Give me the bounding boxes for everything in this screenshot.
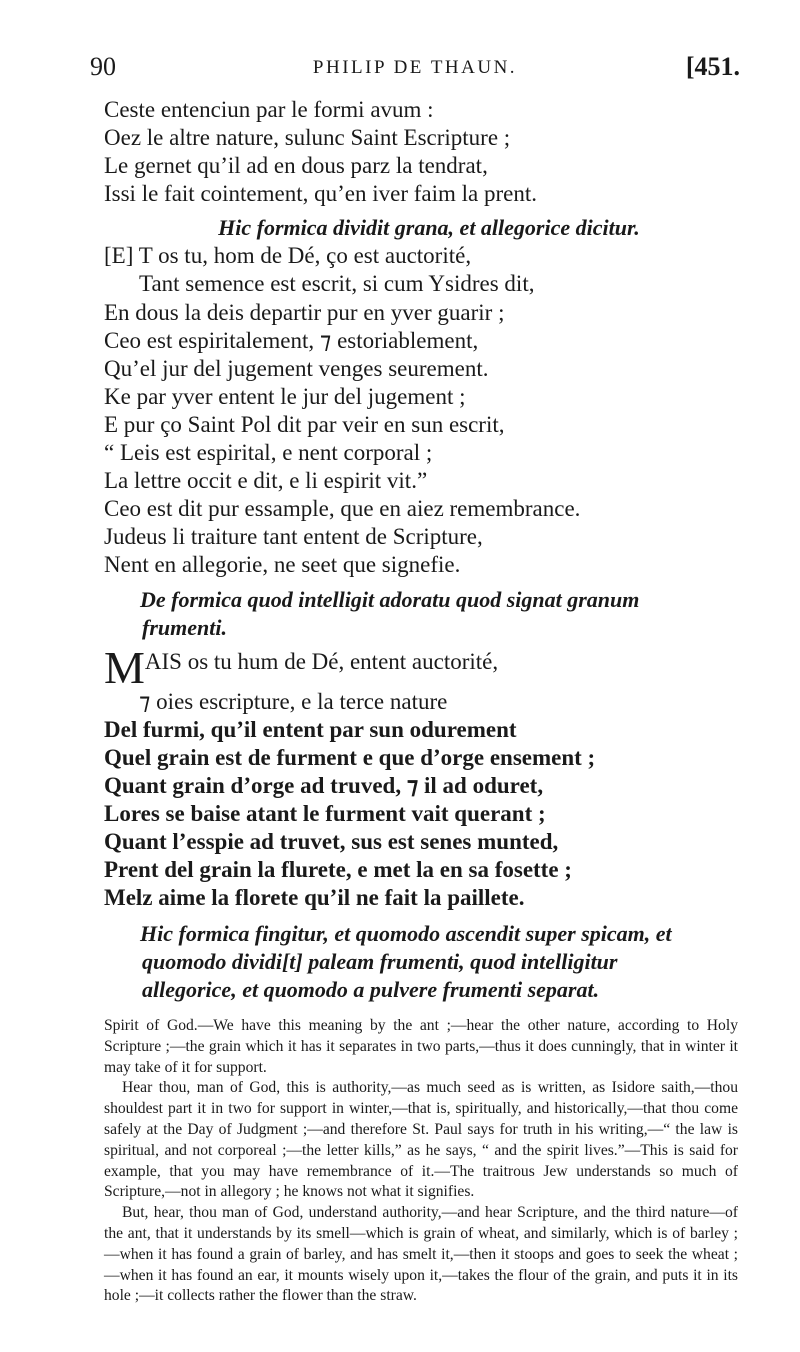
rubric-latin: De formica quod intelligit adoratu quod signat granum — [140, 586, 640, 612]
translation-paragraph: Spirit of God.—We have this meaning by the ant ;—hear the other nature, according to Holy Scripture ;—the grain which it has it separates in two parts,—thus it does cunningly, that in winter it may take of it for support. — [104, 1017, 738, 1076]
stanza-2 — [104, 242, 754, 579]
verse-line: Qu’el jur del jugement venges seurement. — [104, 355, 489, 381]
rubric-latin: quomodo dividi[t] paleam frumenti, quod intelligitur — [142, 949, 618, 975]
section-number: [451. — [685, 52, 740, 81]
rubric-latin: frumenti. — [142, 614, 227, 640]
verse-line: Lores se baise atant le furment vait querant ; — [104, 800, 546, 826]
verse-line-text: AIS os tu hum de Dé, entent auctorité, — [144, 648, 499, 674]
verse-line: Melz aime la florete qu’il ne fait la paillete. — [104, 885, 525, 911]
verse-line: Prent del grain la flurete, e met la en sa fosette ; — [104, 857, 572, 883]
verse-line: En dous la deis departir pur en yver guarir ; — [104, 299, 505, 325]
verse-line-first — [104, 242, 754, 270]
verse-line: Quant grain d’orge ad truved, ⁊ il ad oduret, — [104, 772, 544, 798]
verse-line: Quel grain est de furment e que d’orge ensement ; — [104, 744, 596, 770]
verse-line: “ Leis est espirital, e nent corporal ; — [104, 440, 433, 466]
verse-line: Ceo est dit pur essample, que en aiez remembrance. — [104, 496, 581, 522]
stanza-1 — [104, 96, 754, 208]
verse-line: Ceste entenciun par le formi avum : — [104, 97, 434, 122]
verse-line: E pur ço Saint Pol dit par veir en sun escrit, — [104, 411, 505, 437]
page-number: 90 — [90, 52, 116, 81]
verse-line: Judeus li traiture tant entent de Scripture, — [104, 524, 483, 550]
running-title: PHILIP DE THAUN. — [312, 57, 518, 78]
verse-line: ⁊ oies escripture, e la terce nature — [139, 688, 448, 714]
translation-paragraph: But, hear, thou man of God, understand authority,—and hear Scripture, and the third nature—of the ant, that it understands by its smell—which is grain of wheat, and similarly, which is of barley ;—when it has found a grain of barley, and has smelt it,—then it stoops and goes to seek the wheat ;—when it has found an ear, it mounts wisely upon it,—takes the flour of the grain, and puts it in its hole ;—it collects rather the flower than the straw. — [104, 1204, 738, 1305]
verse-line: Nent en allegorie, ne seet que signefie. — [104, 552, 461, 578]
english-translation — [104, 1016, 738, 1307]
verse-line: Quant l’esspie ad truvet, sus est senes munted, — [104, 828, 559, 854]
verse-line: Tant semence est escrit, si cum Ysidres dit, — [139, 271, 535, 297]
verse-line-text: T os tu, hom de Dé, ço est auctorité, — [138, 243, 472, 269]
verse-line: Issi le fait cointement, qu’en iver faim la prent. — [104, 181, 538, 207]
verse-line-first — [104, 641, 754, 693]
rubric-latin: allegorice, et quomodo a pulvere frumenti separat. — [142, 977, 600, 1003]
translation-paragraph: Hear thou, man of God, this is authority,—as much seed as is written, as Isidore saith,—thou shouldest part it in two for support in winter,—that is, spiritually, and historically,—that thou come safely at the Day of Judgment ;—and therefore St. Paul says for truth in his writing,—“ the law is spiritual, and not corporeal ;—the letter kills,” as he says, “ and the spirit lives.”—This is said for example, that you may have remembrance of it.—The traitrous Jew understands so much of Scripture,—not in allegory ; he knows not what it signifies. — [104, 1079, 738, 1201]
page-header — [90, 52, 740, 84]
drop-capital: M — [104, 641, 145, 693]
rubric-latin: Hic formica dividit grana, et allegorice dicitur. — [218, 215, 640, 241]
stanza-3 — [104, 641, 754, 913]
verse-line: Le gernet qu’il ad en dous parz la tendrat, — [104, 153, 488, 179]
verse-line: Oez le altre nature, sulunc Saint Escripture ; — [104, 125, 511, 151]
verse-line: La lettre occit e dit, e li espirit vit.” — [104, 468, 428, 494]
verse-line: Ke par yver entent le jur del jugement ; — [104, 383, 466, 409]
verse-line: Ceo est espiritalement, ⁊ estoriablement, — [104, 327, 479, 353]
bracketed-initial: [E] — [104, 243, 134, 269]
verse-body — [104, 96, 754, 1004]
verse-line: Del furmi, qu’il entent par sun odurement — [104, 716, 517, 742]
rubric-latin: Hic formica fingitur, et quomodo ascendit super spicam, et — [140, 921, 672, 947]
